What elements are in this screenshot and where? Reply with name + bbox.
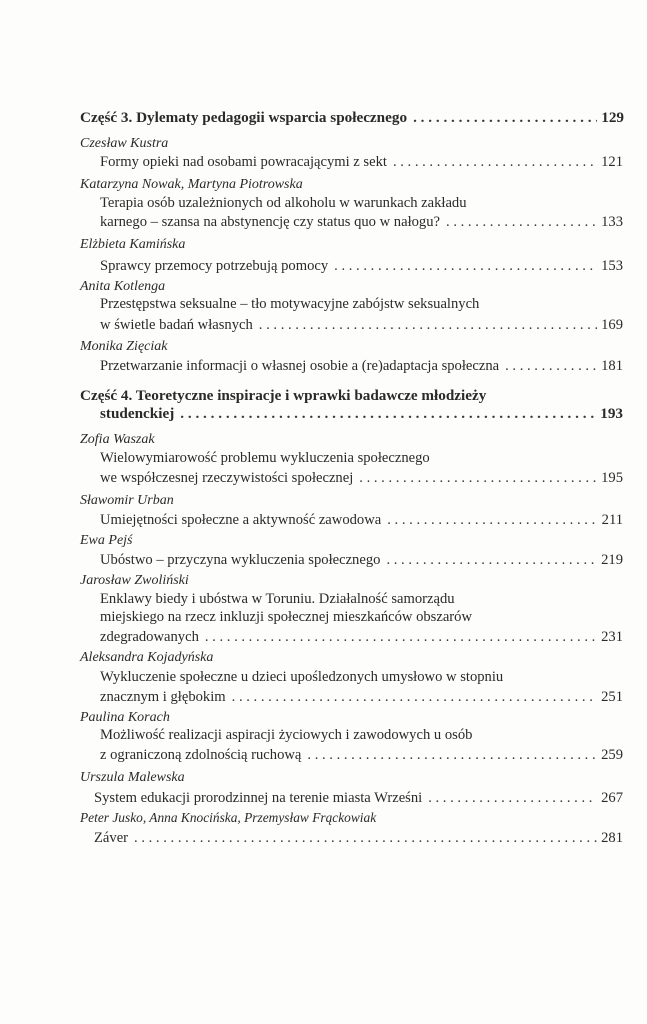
entry-title: System edukacji prorodzinnej na terenie miasta Wrześni (94, 790, 423, 806)
entry-author: Urszula Malewska (80, 770, 185, 785)
page-number: 231 (601, 629, 623, 645)
entry-title-line (100, 628, 623, 646)
entry-title: Ubóstwo – przyczyna wykluczenia społecznego (100, 552, 381, 568)
entry-title-line (100, 688, 623, 706)
leader-dots (134, 829, 597, 847)
part-heading (100, 405, 623, 423)
entry-author: Sławomir Urban (80, 493, 174, 508)
entry-title-line (94, 829, 623, 847)
part-title: Część 4. Teoretyczne inspiracje i wprawki badawcze młodzieży (80, 387, 487, 404)
leader-dots (259, 316, 597, 334)
page-number: 211 (601, 512, 623, 528)
leader-dots (505, 357, 597, 375)
entry-author: Aleksandra Kojadyńska (80, 650, 214, 665)
entry-title: Terapia osób uzależnionych od alkoholu w warunkach zakładu (100, 195, 467, 211)
entry-title: w świetle badań własnych (100, 317, 253, 333)
page-number: 169 (601, 317, 623, 333)
entry-author: Elżbieta Kamińska (80, 237, 186, 252)
leader-dots (307, 746, 597, 764)
leader-dots (334, 257, 597, 275)
entry-author: Jarosław Zwoliński (80, 573, 189, 588)
entry-title: znacznym i głębokim (100, 689, 226, 705)
entry-title-line (100, 511, 623, 529)
leader-dots (393, 153, 597, 171)
entry-author: Monika Zięciak (80, 339, 168, 354)
entry-title-line (100, 357, 623, 375)
entry-title-line (100, 257, 623, 275)
entry-author: Ewa Pejś (80, 533, 133, 548)
entry-title: Przestępstwa seksualne – tło motywacyjne zabójstw seksualnych (100, 296, 480, 312)
page-number: 219 (601, 552, 623, 568)
entry-title: Záver (94, 830, 129, 846)
entry-title: Umiejętności społeczne a aktywność zawodowa (100, 512, 382, 528)
entry-title: Sprawcy przemocy potrzebują pomocy (100, 258, 329, 274)
entry-author: Anita Kotlenga (80, 279, 166, 294)
page-number: 251 (601, 689, 623, 705)
page-number: 181 (601, 358, 623, 374)
leader-dots (387, 511, 597, 529)
entry-author: Peter Jusko, Anna Knocińska, Przemysław Frąckowiak (80, 810, 377, 825)
entry-title: Wielowymiarowość problemu wykluczenia społecznego (100, 450, 430, 466)
part-heading (80, 109, 624, 127)
page-number: 267 (601, 790, 623, 806)
entry-title: Możliwość realizacji aspiracji życiowych i zawodowych u osób (100, 727, 473, 743)
leader-dots (180, 405, 596, 423)
leader-dots (386, 551, 597, 569)
page-number: 129 (601, 109, 624, 126)
entry-title: Formy opieki nad osobami powracającymi z sekt (100, 154, 387, 170)
entry-title: karnego – szansa na abstynencję czy status quo w nałogu? (100, 214, 441, 230)
page-number: 259 (601, 747, 623, 763)
leader-dots (359, 469, 597, 487)
leader-dots (232, 688, 597, 706)
entry-title-line (100, 551, 623, 569)
entry-title-line (94, 789, 623, 807)
page-number: 281 (601, 830, 623, 846)
entry-title-line (100, 153, 623, 171)
part-title: Część 3. Dylematy pedagogii wsparcia społecznego (80, 109, 408, 126)
part-title-continued: studenckiej (100, 405, 175, 422)
leader-dots (428, 789, 597, 807)
entry-title: miejskiego na rzecz inkluzji społecznej mieszkańców obszarów (100, 609, 472, 625)
entry-title-line (100, 746, 623, 764)
page-number: 153 (601, 258, 623, 274)
leader-dots (205, 628, 597, 646)
page-number: 193 (600, 405, 623, 422)
entry-author: Zofia Waszak (80, 432, 155, 447)
entry-title: we współczesnej rzeczywistości społecznej (100, 470, 354, 486)
page-number: 133 (601, 214, 623, 230)
entry-title-line (100, 469, 623, 487)
entry-title: z ograniczoną zdolnością ruchową (100, 747, 302, 763)
entry-title-line (100, 316, 623, 334)
page-number: 195 (601, 470, 623, 486)
entry-title: zdegradowanych (100, 629, 199, 645)
page-number: 121 (601, 154, 623, 170)
entry-title: Przetwarzanie informacji o własnej osobie a (re)adaptacja społeczna (100, 358, 500, 374)
entry-title-line (100, 213, 623, 231)
entry-author: Czesław Kustra (80, 136, 169, 151)
leader-dots (413, 109, 597, 127)
entry-author: Katarzyna Nowak, Martyna Piotrowska (80, 177, 303, 192)
leader-dots (446, 213, 597, 231)
entry-author: Paulina Korach (80, 710, 170, 725)
entry-title: Wykluczenie społeczne u dzieci upośledzonych umysłowo w stopniu (100, 669, 504, 685)
entry-title: Enklawy biedy i ubóstwa w Toruniu. Działalność samorządu (100, 591, 455, 607)
